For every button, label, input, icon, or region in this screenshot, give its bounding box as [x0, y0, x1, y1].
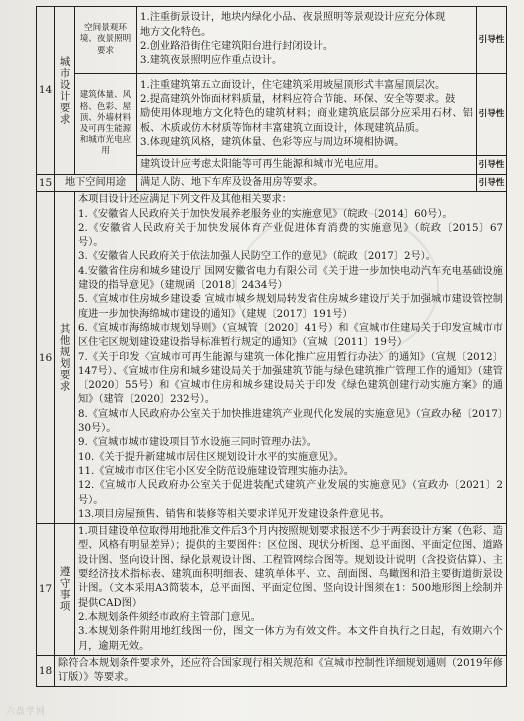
row-category — [55, 192, 75, 524]
list-item: 6.《宣城市海绵城市规划导则》（宣城管〔2020〕41号）和《宣城市住建局关于印发宣城市市区住宅区规划建设建设指导标准暂行规定的通知》（宣城〔2011〕19号） — [78, 322, 503, 349]
row-17 — [37, 524, 507, 656]
row-14-architecture — [37, 74, 507, 156]
category-label: 遵守事项 — [58, 566, 71, 613]
list-item: 8.《宣城市人民政府办公室关于加快推进建筑产业现代化发展的实施意见》（宣政办秘〔2017〕30号）。 — [78, 408, 503, 435]
row-18 — [37, 655, 507, 687]
list-item: 1.《安徽省人民政府关于加快发展养老服务业的实施意见》（皖政〔2014〕60号）。 — [78, 208, 453, 220]
site-watermark: 六盘学网 — [6, 707, 47, 717]
row-category — [55, 524, 75, 656]
list-item: 2.本规划条件须经市政府主管部门意见。 — [78, 611, 261, 623]
list-item: 12.《宣城市人民政府办公室关于促进装配式建筑产业发展的实施意见》（宣政办〔2021〕2号）。 — [78, 480, 503, 506]
requirement-list — [75, 524, 507, 656]
requirement-level: 引导性 — [477, 155, 507, 174]
list-item: 1.项目建设单位取得用地批准文件后3个月内按照规划要求报送不少于两套设计方案（色彩、造型、风格有明显差异）；提供的主要图件：区位图、现状分析图、总平面图、平面定位图、道路设计图、竖向设计图、绿化景观设计图、工程管网综合图等。规划设计说明（含投资估算）、主要经济技术指标表、建筑面积明细表、建筑单体平、立、剖面图、鸟瞰图和沿主要街道街景设计图。（文本采用A3简装本，总平面图、平面定位图、竖向设计图须在1：500地形图上绘制并提供CAD图） — [78, 526, 503, 609]
list-item: 5.《宣城市住房城乡建设委 宣城市城乡规划局转发省住房城乡建设厅关于加强城市建设管控制度进一步加快海绵城市建设的通知》（建规〔2017〕191号） — [78, 294, 503, 320]
row-16 — [37, 192, 507, 524]
list-item: 7.《关于印发〈宣城市可再生能源与建筑一体化推广应用暂行办法〉的通知》（宣规〔2012〕147号）、《宣城市住房和城乡建设局关于加强建筑节能与绿色建筑推广管理工作的通知》（建管〔2020〕55号）和《宣城市住房和城乡建设局关于印发《绿色建筑创建行动实施方案》的通知》（建管〔2020〕232号）。 — [78, 351, 503, 406]
list-item: 13.项目房屋预售、销售和装修等相关要求详见开发建设条件意见书。 — [78, 508, 390, 520]
row-number: 16 — [37, 192, 55, 524]
sub-category-label: 空间景观环境、夜景照明要求 — [75, 7, 137, 74]
row-14-landscape — [37, 7, 507, 74]
list-item: 4.安徽省住房和城乡建设厅 国网安徽省电力有限公司《关于进一步加快电动汽车充电基础设施建设的指导意见》（建规函〔2018〕2434号） — [78, 265, 503, 292]
row-15 — [37, 175, 507, 192]
requirement-text: 满足人防、地下车库及设备用房等要求。 — [137, 175, 477, 192]
requirement-text: 除符合本规划条件要求外，还应符合国家现行相关规范和《宣城市控制性详细规划通则（2019年修订版）》等要求。 — [55, 655, 507, 687]
list-item: 10.《关于提升新建城市居住区规划设计水平的实施意见》。 — [78, 451, 344, 463]
requirement-level: 引导性 — [477, 7, 507, 74]
requirement-text: 1.注重建筑第五立面设计，住宅建筑采用坡屋顶形式丰富屋顶层次。 2.提高建筑外饰面材料质量，材料应符合节能、环保、安全等要求。鼓 励使用体现地方文化特色的建筑材料；商业建筑底层部分应采用石材、铝板、木质或仿木材质等饰材丰富建筑立面设计，体现建筑品质。 3.体现建筑风格，建筑体量、色彩等应与周边环境相协调。 — [137, 74, 477, 156]
list-item: 本项目设计还应满足下列文件及其他相关要求： — [78, 194, 292, 206]
list-item: 9.《宣城市城市建设项目节水设施三同时管理办法》。 — [78, 437, 317, 449]
list-item: 2.《安徽省人民政府关于加快发展体育产业促进体育消费的实施意见》（皖政〔2015〕67号）。 — [78, 222, 503, 249]
row-number: 18 — [37, 655, 55, 687]
row-category: 地下空间用途 — [55, 175, 137, 192]
row-number: 15 — [37, 175, 55, 192]
list-item: 11.《宣城市市区住宅小区安全防范设施建设管理实施办法》。 — [78, 465, 354, 477]
requirement-level: 引导性 — [477, 74, 507, 156]
list-item: 3.本规划条件附用地红线图一份，图文一体方为有效文件。本文件自执行之日起，有效期六个月，逾期无效。 — [78, 626, 503, 652]
row-category — [55, 7, 75, 175]
row-number: 17 — [37, 524, 55, 656]
list-item: 3.《安徽省人民政府关于依法加强人民防空工作的意见》（皖政〔2017〕2号）。 — [78, 251, 436, 263]
row-number: 14 — [37, 7, 55, 175]
category-label: 城市设计要求 — [58, 56, 71, 125]
planning-conditions-table — [36, 6, 507, 687]
requirement-list — [75, 192, 507, 524]
category-label: 其他规划要求 — [58, 323, 71, 393]
requirement-text: 建筑设计应考虑太阳能等可再生能源和城市光电应用。 — [137, 155, 477, 174]
sub-category-label: 建筑体量、风格、色彩、屋顶、外墙材料及可再生能源和城市光电应用 — [75, 74, 137, 175]
requirement-text: 1.注重街景设计，地块内绿化小品、夜景照明等景观设计应充分体现 地方文化特色。 2.创业路沿街住宅建筑阳台进行封闭设计。 3.建筑夜景照明应作重点设计。 — [137, 7, 477, 74]
requirement-level: 引导性 — [477, 175, 507, 192]
